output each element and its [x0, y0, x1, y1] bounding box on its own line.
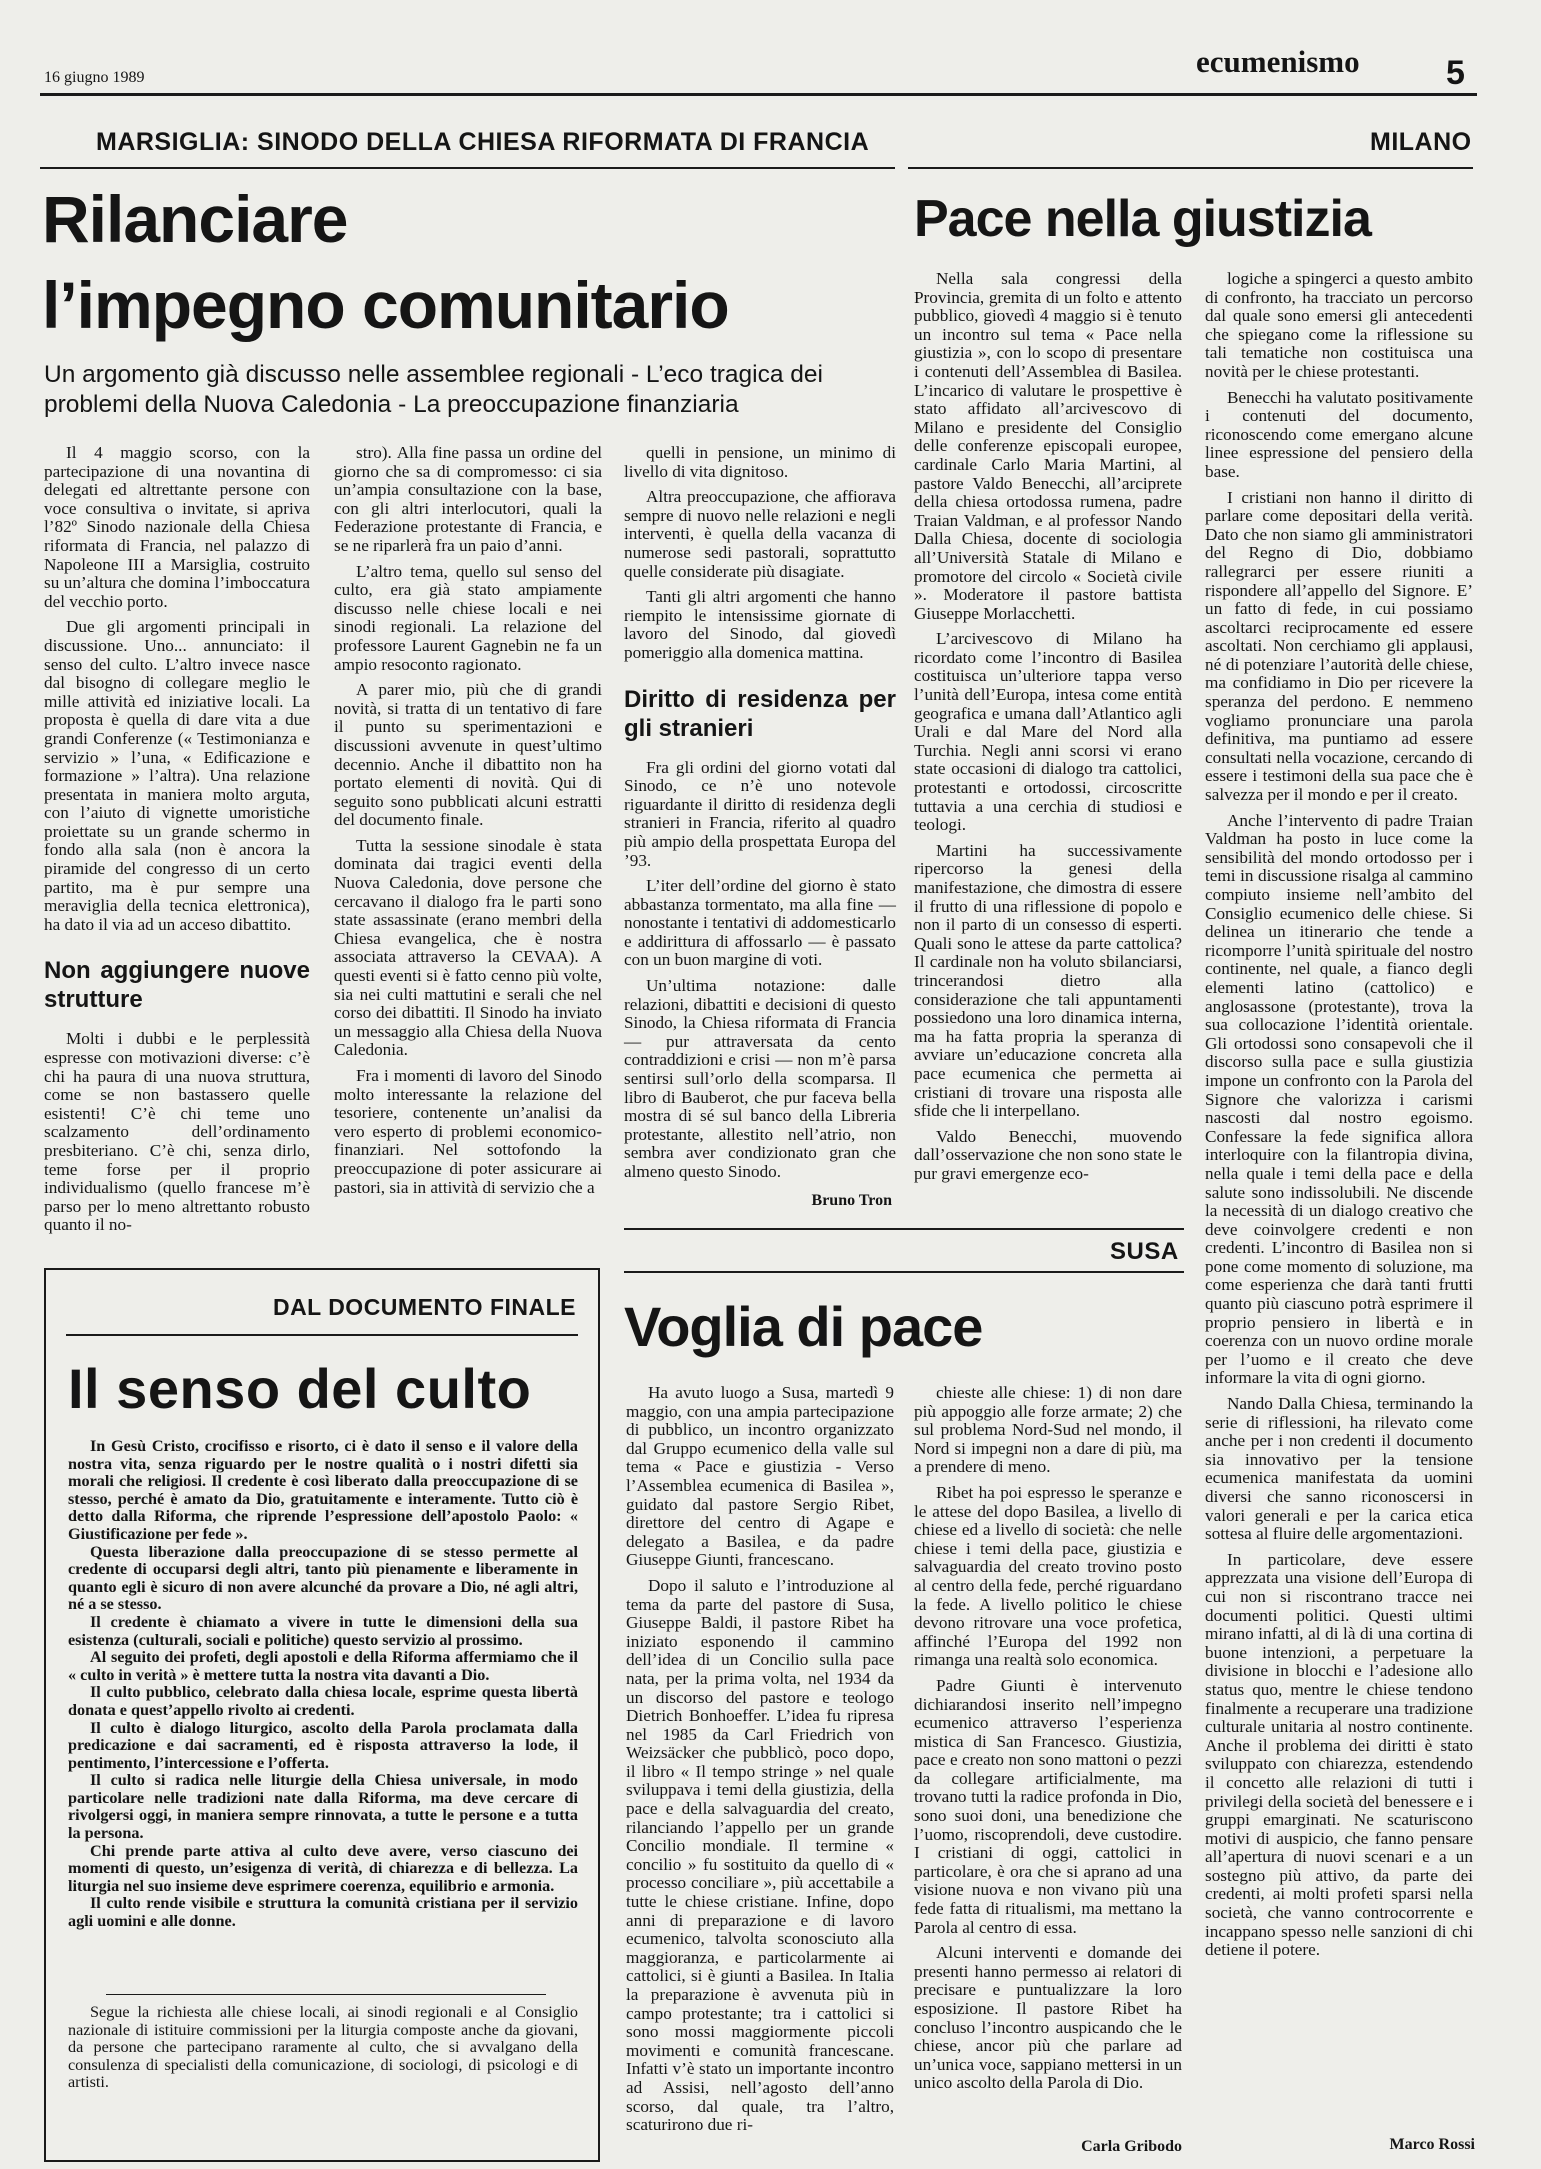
paragraph: Al seguito dei profeti, degli apostoli e della Riforma affermiamo che il « culto in verità » è mettere tutta la nostra vita davanti a Dio. — [68, 1648, 578, 1684]
susa-column-1 — [626, 1384, 894, 2135]
paragraph: Il culto è dialogo liturgico, ascolto della Parola proclamata dalla predicazione e dai sacramenti, ed è risposta attraverso la lode, il pentimento, l’intercessione e l’offerta. — [68, 1718, 578, 1772]
paragraph: In Gesù Cristo, crocifisso e risorto, ci è dato il senso e il valore della nostra vita, senza riguardo per le nostre qualità o i nostri difetti sia morali che religiosi. Il credente è così liberato dalla preoccupazione di se stesso, perché è amato da Dio, gratuitamente e interamente. Tutto ciò è detto dalla Riforma, che riprende l’espressione dell’apostolo Paolo: « Giustificazione per fede ». — [68, 1437, 578, 1543]
main-headline-line2: l’impegno comunitario — [42, 268, 729, 342]
box-headline: Il senso del culto — [68, 1357, 532, 1420]
paragraph: chieste alle chiese: 1) di non dare più appoggio alle forze armate; 2) che sul problema Nord-Sud nel mondo, il Nord si impegni non a dare di più, ma a prendere di meno. — [914, 1383, 1182, 1477]
milano-kicker: MILANO — [1370, 128, 1472, 156]
box-kicker-rule — [66, 1334, 578, 1336]
main-deck: Un argomento già discusso nelle assemblee regionali - L’eco tragica dei problemi della Nuova Caledonia - La preoccupazione finanziaria — [44, 361, 823, 418]
paragraph: Benecchi ha valutato positivamente i contenuti del documento, riconoscendo come emergano alcune linee espressione del pensiero della base. — [1205, 387, 1473, 481]
paragraph: logiche a spingerci a questo ambito di confronto, ha tracciato un percorso dal quale sono emersi gli antecedenti che spiegano come la riflessione su tali tematiche non costituisca una novità per le chiese protestanti. — [1205, 269, 1473, 381]
page-number: 5 — [1446, 54, 1465, 92]
header-rule — [40, 93, 1477, 96]
paragraph: Questa liberazione dalla preoccupazione di se stesso permette al credente di occuparsi degli altri, tanto più pienamente e liberamente in quanto egli è sicuro di non avere alcunché da provare a Dio, né agli altri, né a se stesso. — [68, 1542, 578, 1614]
susa-signature: Carla Gribodo — [1081, 2138, 1182, 2155]
paragraph: Il 4 maggio scorso, con la partecipazione di una novantina di delegati ed altrettante persone con voce consultiva o invitate, si apriva l’82º Sinodo nazionale della Chiesa riformata di Francia, nel palazzo di Napoleone III a Marsiglia, costruito su un’altura che domina l’imboccatura del vecchio porto. — [44, 443, 310, 611]
paragraph: Fra gli ordini del giorno votati dal Sinodo, ce n’è uno notevole riguardante il diritto di residenza degli stranieri in Francia, riferito al quadro più ampio della prospettata Europa del ’93. — [624, 757, 896, 870]
paragraph: Il credente è chiamato a vivere in tutte le dimensioni della sua esistenza (culturali, sociali e politiche) questo servizio al prossimo. — [68, 1612, 578, 1649]
paragraph: Martini ha successivamente ripercorso la genesi della manifestazione, che dimostra di essere il frutto di una riflessione di popolo e non il parto di un consesso di esperti. Quali sono le attese da parte cattolica? Il cardinale non ha voluto sbilanciarsi, trincerandosi dietro alla considerazione che tali appuntamenti possiedono una loro dinamica interna, ma ha fatta propria la speranza di avviare un’educazione concreta alla pace ecumenica che permetta ai cristiani di trovare una risposta alle sfide che li interpellano. — [914, 840, 1182, 1121]
main-kicker-rule — [40, 167, 895, 169]
box-footer: Segue la richiesta alle chiese locali, ai sinodi regionali e al Consiglio nazionale di istituire commissioni per la liturgia composte anche da giovani, da persone che partecipano raramente al culto, che si avvalgano della consulenza di specialisti della comunicazione, di sociologi, di psicologi e di artisti. — [68, 2003, 578, 2092]
paragraph: Ha avuto luogo a Susa, martedì 9 maggio, con una ampia partecipazione di pubblico, un incontro organizzato dal Gruppo ecumenico della valle sul tema « Pace e giustizia - Verso l’Assemblea ecumenica di Basilea », guidato dal pastore Sergio Ribet, direttore del centro di Agape e delegato a Basilea, e da padre Giuseppe Giunti, francescano. — [626, 1383, 894, 1570]
susa-kicker: SUSA — [1110, 1238, 1179, 1265]
paragraph: Valdo Benecchi, muovendo dall’osservazione che non sono state le pur gravi emergenze eco- — [914, 1126, 1182, 1183]
paragraph: Il culto rende visibile e struttura la comunità cristiana per il servizio agli uomini e alle donne. — [68, 1894, 578, 1931]
main-column-3 — [624, 444, 896, 1182]
paragraph: Anche l’intervento di padre Traian Valdman ha posto in luce come la sensibilità del mondo ortodosso per i temi in discussione risalga al cammino compiuto insieme nell’ambito del Consiglio ecumenico delle chiese. Si delinea un itinerario che tende a ricomporre l’unità spirituale del nostro continente, nel quale, a fianco degli elementi latino (cattolico) e anglosassone (protestante), trova la sua collocazione l’identità orientale. Gli ortodossi sono consapevoli che il discorso sulla pace e sulla giustizia impone un confronto con la Parola del Signore che valorizza i carismi nascosti dal nostro egoismo. Confessare la fede significa allora interloquire con la filantropia divina, nella quale i temi della pace e della salute sono indissolubili. Ne discende la necessità di un dialogo creativo che deve coinvolgere credenti e non credenti. L’incontro di Basilea non si pone come momento di soluzione, ma come esperienza che darà tanti frutti quanto più ciascuno potrà esprimere il proprio pensiero in libertà e in coerenza con un nuovo ordine morale per l’uomo e il creato che deve informare la vita di ogni giorno. — [1205, 810, 1473, 1388]
paragraph: Chi prende parte attiva al culto deve avere, verso ciascuno dei momenti di questo, un’esigenza di verità, di chiarezza e di bellezza. La liturgia nel suo insieme deve esprimere coerenza, equilibrio e armonia. — [68, 1841, 578, 1895]
paragraph: Il culto pubblico, celebrato dalla chiesa locale, esprime questa libertà donata e quest’appello rivolto ai credenti. — [68, 1683, 578, 1719]
paragraph: Molti i dubbi e le perplessità espresse con motivazioni diverse: c’è chi ha paura di una nuova struttura, come se non bastassero quelle esistenti! C’è chi teme uno scalzamento dell’ordinamento presbiteriano. C’è chi, senza dirlo, teme forse per il proprio individualismo (quello francese m’è parso per lo meno altrettanto robusto quanto il no- — [44, 1029, 310, 1235]
paragraph: Nella sala congressi della Provincia, gremita di un folto e attento pubblico, giovedì 4 maggio si è tenuto un incontro sul tema « Pace nella giustizia », con lo scopo di presentare i contenuti dell’Assemblea di Basilea. L’incarico di valutare le prospettive è stato affidato all’arcivescovo di Milano e presidente del Consiglio delle conferenze episcopali europee, cardinale Carlo Maria Martini, al pastore Valdo Benecchi, all’arciprete della chiesa ortodossa rumena, padre Traian Valdman, e al professor Nando Dalla Chiesa, docente di sociologia all’Università Statale di Milano e promotore del circolo « Società civile ». Moderatore il pastore battista Giuseppe Morlacchetti. — [914, 269, 1182, 623]
main-signature: Bruno Tron — [811, 1192, 892, 1209]
paragraph: Nando Dalla Chiesa, terminando la serie di riflessioni, ha rilevato come anche per i non credenti il documento sia innovativo per la tensione ecumenica manifestata da uomini diversi che sanno riconoscersi in valori generali e per la carica etica sottesa al fluire delle argomentazioni. — [1205, 1394, 1473, 1544]
paragraph: In particolare, deve essere apprezzata una visione dell’Europa di cui non si riscontrano tracce nei documenti politici. Questi ultimi mirano infatti, al di là di una cortina di buone intenzioni, a perpetuare la divisione in blocchi e l’adesione allo status quo, mentre le chiese tendono finalmente a recuperare una tradizione culturale unitaria al nostro continente. Anche il problema dei diritti è stato sviluppato con chiarezza, estendendo il concetto alle relazioni di tutti i privilegi della società del benessere e i gruppi emarginati. Ne scaturiscono motivi di auspicio, che fanno pensare all’apertura di nuovi scenari e a un sostegno più attivo, da parte dei credenti, ai molti profeti sparsi nella società, che vanno controcorrente e incappano spesso nelle sanzioni di chi detiene il potere. — [1205, 1549, 1473, 1960]
box-body — [68, 1438, 578, 1931]
paragraph: Due gli argomenti principali in discussione. Uno... annunciato: il senso del culto. L’altro invece nasce dal bisogno di collegare meglio le mille attività ed iniziative locali. La proposta è quella di dare vita a due grandi Conferenze (« Testimonianza e servizio » l’una, « Edificazione e formazione » l’altra). Una relazione presentata in maniera molto arguta, con l’aiuto di vignette umoristiche proiettate su un grande schermo in fondo alla sala (non è ancora la piramide del congresso di un certo partito, ma è pur sempre una meraviglia della tecnica elettronica), ha dato il via ad un acceso dibattito. — [44, 617, 310, 934]
paragraph: Un’ultima notazione: dalle relazioni, dibattiti e decisioni di questo Sinodo, la Chiesa riformata di Francia — pur attraversata da cento contraddizioni e crisi — non m’è parsa sentirsi sull’orlo della scomparsa. Il libro di Bauberot, che pur faceva bella mostra di sé sul banco della Libreria protestante, allestito nell’atrio, non sembra aver condizionato gran che almeno questo Sinodo. — [624, 976, 896, 1181]
paragraph: stro). Alla fine passa un ordine del giorno che sa di compromesso: ci sia un’ampia consultazione con la base, con gli altri interlocutori, quali la Federazione protestante di Francia, e se ne riparlerà fra un paio d’anni. — [334, 443, 602, 555]
paragraph: Fra i momenti di lavoro del Sinodo molto interessante la relazione del tesoriere, contenente un’analisi da vero esperto di problemi economico-finanziari. Nel sottofondo la preoccupazione di poter assicurare ai pastori, sia in attività di servizio che a — [334, 1066, 602, 1197]
section-title: ecumenismo — [1196, 44, 1360, 79]
paragraph: Alcuni interventi e domande dei presenti hanno permesso ai relatori di precisare e puntualizzare la loro esposizione. Il pastore Ribet ha concluso l’incontro auspicando che le chiese, ancor più che parlare ad un’unica voce, sappiano mettersi in un unico ascolto della Parola di Dio. — [914, 1943, 1182, 2093]
subheading-diritto-di-residenza: Diritto di residenza per gli stranieri — [624, 685, 896, 742]
paragraph: Dopo il saluto e l’introduzione al tema da parte del pastore di Susa, Giuseppe Baldi, il pastore Ribet ha iniziato esponendo il cammino dell’idea di un Concilio sulla pace nata, per la prima volta, nel 1934 da un discorso del pastore e teologo Dietrich Bonhoeffer. L’idea fu ripresa nel 1985 da Carl Friedrich von Weizsäcker che pubblicò, poco dopo, il libro « Il tempo stringe » nel quale sviluppava i temi della giustizia, della pace e della salvaguardia del creato, rilanciando l’appello per un grande Concilio mondiale. Il termine « concilio » fu sostituito da quello di « processo conciliare », più accettabile a tutte le chiese cristiane. Infine, dopo anni di preparazione e di lavoro ecumenico, talvolta sconosciuto alla maggioranza, e particolarmente ai cattolici, si è giunti a Basilea. In Italia la preparazione è avvenuta più in campo protestante; tra i cattolici si sono mossi maggiormente piccoli movimenti e comunità francescane. Infatti v’è stato un importante incontro ad Assisi, nell’agosto dell’anno scorso, dal quale, tra l’altro, scaturirono due ri- — [626, 1575, 894, 2135]
document-box — [44, 1268, 600, 2162]
milano-column-1 — [914, 270, 1182, 1184]
main-kicker: MARSIGLIA: SINODO DELLA CHIESA RIFORMATA DI FRANCIA — [96, 128, 870, 156]
susa-column-2 — [914, 1384, 1182, 2093]
milano-headline: Pace nella giustizia — [914, 190, 1371, 248]
paragraph: L’altro tema, quello sul senso del culto, era già stato ampiamente discusso nelle chiese locali e nei sinodi regionali. La relazione del professore Laurent Gagnebin ne fa un ampio resoconto ragionato. — [334, 561, 602, 674]
paragraph: I cristiani non hanno il diritto di parlare come depositari della verità. Dato che non siamo gli amministratori del Regno di Dio, dobbiamo rallegrarci per essere riuniti a rispondere all’appello del Signore. E’ un fatto di fede, in cui possiamo ascoltarci reciprocamente ed essere ascoltati. Non cerchiamo gli applausi, né di potenziare l’autorità delle chiese, ma confidiamo in Dio per ricevere la speranza del perdono. E nemmeno vogliamo pronunciare una parola definitiva, ma puntiamo ad essere consultati nella vocazione, cercando di essere i testimoni della sua pace che è salvezza per il mondo e per il creato. — [1205, 487, 1473, 805]
milano-signature: Marco Rossi — [1389, 2136, 1475, 2153]
paragraph: Tanti gli altri argomenti che hanno riempito le intensissime giornate di lavoro del Sinodo, dal giovedì pomeriggio alla domenica mattina. — [624, 587, 896, 662]
paragraph: A parer mio, più che di grandi novità, si tratta di un tentativo di fare il punto su sperimentazioni e discussioni avvenute in quest’ultimo decennio. Anche il dibattito non ha portato elementi di novità. Qui di seguito sono pubblicati alcuni estratti del documento finale. — [334, 680, 602, 830]
paragraph: Ribet ha poi espresso le speranze e le attese del dopo Basilea, a livello di chiese ed a livello di società: che nelle chiese i temi della pace, giustizia e salvaguardia del creato trovino posto al centro della fede, perché riguardano la fede. A livello politico le chiese devono ritrovare una voce profetica, affinché l’Europa del 1992 non rimanga una realtà solo economica. — [914, 1482, 1182, 1670]
paragraph: Padre Giunti è intervenuto dichiarandosi inserito nell’impegno ecumenico attraverso l’esperienza mistica di San Francesco. Giustizia, pace e creato non sono mattoni o pezzi da collegare artificialmente, ma trovano tutti la radice profonda in Dio, sono suoi doni, una benedizione che l’uomo, riscoprendoli, deve custodire. I cristiani di oggi, cattolici in particolare, è ora che si aprano ad una visione nuova e non vivano più una fede fatta di ritualismi, ma mettano la Parola al centro di essa. — [914, 1675, 1182, 1937]
subheading-non-aggiungere: Non aggiungere nuove strutture — [44, 957, 310, 1014]
paragraph: L’iter dell’ordine del giorno è stato abbastanza tormentato, ma alla fine — nonostante i tentativi di addomesticarlo e addirittura di affossarlo — è passato con un buon margine di voti. — [624, 876, 896, 970]
paragraph: Altra preoccupazione, che affiorava sempre di nuovo nelle relazioni e negli interventi, è quella della vacanza di numerose sedi pastorali, soprattutto quelle considerate più disagiate. — [624, 487, 896, 581]
main-headline-line1: Rilanciare — [42, 182, 348, 256]
issue-date: 16 giugno 1989 — [44, 69, 145, 86]
paragraph: Tutta la sessione sinodale è stata dominata dai tragici eventi della Nuova Caledonia, dove persone che cercavano il dialogo fra le parti sono state assassinate (erano membri della Chiesa evangelica, che è nostra associata attraverso la CEVAA). A questi eventi si è fatto cenno più volte, sia nei culti mattutini e serali che nel corso dei dibattiti. Il Sinodo ha inviato un messaggio alla Chiesa della Nuova Caledonia. — [334, 835, 602, 1060]
susa-top-rule — [624, 1228, 1184, 1230]
box-footer-rule — [106, 1994, 546, 1995]
paragraph: quelli in pensione, un minimo di livello di vita dignitoso. — [624, 443, 896, 481]
paragraph: L’arcivescovo di Milano ha ricordato come l’incontro di Basilea costituisca un’ulteriore tappa verso l’unità dell’Europa, intesa come entità geografica e umana dall’Atlantico agli Urali e dal Mare del Nord alla Turchia. Negli anni scorsi vi erano state occasioni di dialogo tra cattolici, protestanti e ortodossi, circoscritte tuttavia a una cerchia di studiosi e teologi. — [914, 629, 1182, 835]
box-kicker: DAL DOCUMENTO FINALE — [272, 1294, 576, 1320]
main-column-2 — [334, 444, 602, 1197]
paragraph: Il culto si radica nelle liturgie della Chiesa universale, in modo particolare nelle tradizioni nate dalla Riforma, ma deve cercare di rivolgersi oggi, in maniera sempre rinnovata, a tutte le persone e a tutta la persona. — [68, 1771, 578, 1843]
milano-column-2 — [1205, 270, 1473, 1960]
milano-kicker-rule — [908, 167, 1473, 169]
susa-headline: Voglia di pace — [624, 1295, 983, 1358]
susa-kicker-rule — [624, 1271, 1184, 1273]
main-column-1 — [44, 444, 310, 1235]
